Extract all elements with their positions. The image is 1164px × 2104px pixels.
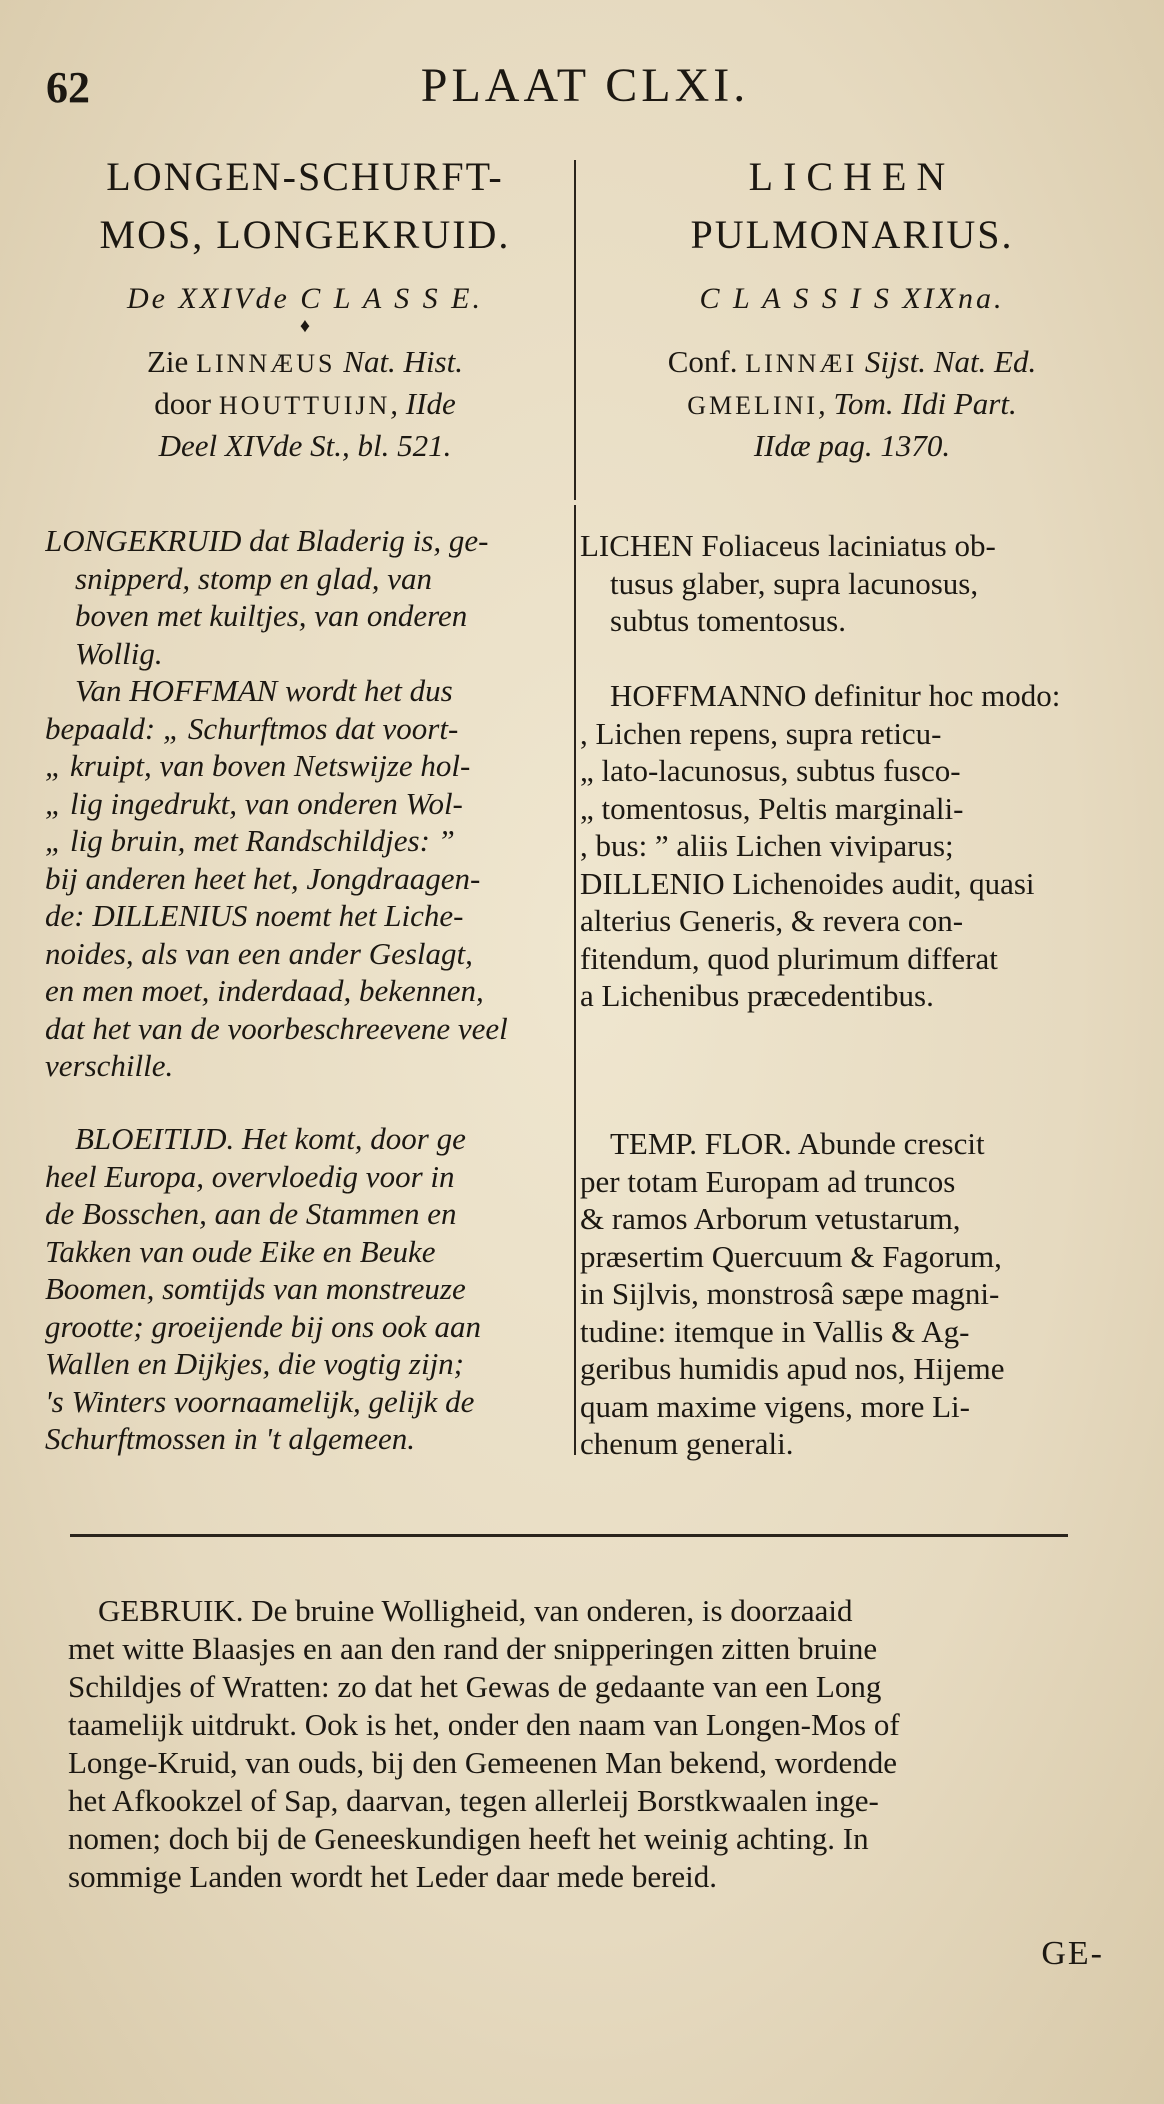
ref-author: LINNÆUS bbox=[196, 349, 336, 378]
usage-paragraph bbox=[68, 1592, 1108, 1896]
text-line: Schurftmossen in 't algemeen. bbox=[45, 1421, 415, 1456]
latin-heading bbox=[582, 148, 1122, 466]
latin-classis: C L A S S I S XIXna. bbox=[699, 282, 1005, 315]
text-line: „ lig ingedrukt, van onderen Wol- bbox=[45, 785, 463, 821]
text-line: met witte Blaasjes en aan den rand der snipperingen zitten bruine bbox=[68, 1631, 878, 1666]
text-line: 's Winters voornaamelijk, gelijk de bbox=[45, 1383, 475, 1419]
text-line: het Afkookzel of Sap, daarvan, tegen allerleij Borstkwaalen inge- bbox=[68, 1783, 879, 1818]
text-line: a Lichenibus præcedentibus. bbox=[580, 978, 934, 1013]
text-line: Boomen, somtijds van monstreuze bbox=[45, 1271, 466, 1306]
text-line: quam maxime vigens, more Li- bbox=[580, 1388, 970, 1424]
ref-text: Zie bbox=[147, 344, 197, 379]
text-line: „ kruipt, van boven Netswijze hol- bbox=[45, 748, 471, 783]
ref-work: Sijst. Nat. Ed. bbox=[857, 344, 1037, 379]
ref-part: , Tom. IIdi Part. bbox=[818, 386, 1017, 421]
text-line: subtus tomentosus. bbox=[610, 603, 846, 638]
ref-author: LINNÆI bbox=[745, 349, 858, 378]
text-line: chenum generali. bbox=[580, 1426, 794, 1461]
text-line: LICHEN Foliaceus laciniatus ob- bbox=[580, 528, 996, 563]
dutch-title-line-2: MOS, LONGEKRUID. bbox=[99, 212, 511, 257]
text-line: alterius Generis, & revera con- bbox=[580, 903, 964, 938]
ref-volume: IIdæ pag. 1370. bbox=[753, 428, 951, 463]
text-line bbox=[580, 640, 1125, 678]
text-line: fitendum, quod plurimum differat bbox=[580, 940, 998, 976]
text-line: de: DILLENIUS noemt het Liche- bbox=[45, 898, 464, 933]
text-line: grootte; groeijende bij ons ook aan bbox=[45, 1308, 481, 1344]
ref-author: HOUTTUIJN bbox=[218, 391, 391, 420]
text-line: dat het van de voorbeschreevene veel bbox=[45, 1010, 508, 1046]
text-line: taamelijk uitdrukt. Ook is het, onder den naam van Longen-Mos of bbox=[68, 1707, 900, 1742]
ref-author: GMELINI bbox=[687, 391, 819, 420]
text-line: per totam Europam ad truncos bbox=[580, 1163, 956, 1199]
page-header bbox=[40, 58, 1130, 118]
text-line: de Bosschen, aan de Stammen en bbox=[45, 1196, 457, 1231]
ref-text: Conf. bbox=[667, 344, 746, 379]
text-line: sommige Landen wordt het Leder daar mede bereid. bbox=[68, 1859, 718, 1894]
text-line: Wallen en Dijkjes, die vogtig zijn; bbox=[45, 1346, 464, 1381]
text-line: tudine: itemque in Vallis & Ag- bbox=[580, 1313, 970, 1349]
text-line: Van HOFFMAN wordt het dus bbox=[75, 673, 453, 708]
text-line: GEBRUIK. De bruine Wolligheid, van onderen, is doorzaaid bbox=[98, 1593, 853, 1628]
text-line: DILLENIO Lichenoides audit, quasi bbox=[580, 865, 1035, 901]
latin-flowering bbox=[580, 1125, 1125, 1463]
latin-title-line-2: PULMONARIUS. bbox=[690, 212, 1014, 257]
text-line: „ lato-lacunosus, subtus fusco- bbox=[580, 753, 961, 788]
spacer bbox=[582, 316, 1122, 336]
text-line: bepaald: „ Schurftmos dat voort- bbox=[45, 710, 459, 746]
dutch-flowering bbox=[45, 1120, 570, 1458]
text-line: BLOEITIJD. Het komt, door ge bbox=[75, 1121, 466, 1156]
text-line: , bus: ” aliis Lichen viviparus; bbox=[580, 828, 954, 863]
latin-description bbox=[580, 527, 1125, 1015]
text-line: verschille. bbox=[45, 1048, 174, 1083]
text-line: heel Europa, overvloedig voor in bbox=[45, 1158, 455, 1194]
ref-volume: Deel XIVde St., bl. 521. bbox=[158, 428, 452, 463]
text-line: præsertim Quercuum & Fagorum, bbox=[580, 1238, 1002, 1274]
page-number: 62 bbox=[46, 63, 90, 112]
text-line: tusus glaber, supra lacunosus, bbox=[610, 565, 979, 601]
text-line: in Sijlvis, monstrosâ sæpe magni- bbox=[580, 1276, 1000, 1311]
ref-work: Nat. Hist. bbox=[335, 344, 463, 379]
dutch-reference bbox=[40, 342, 570, 466]
text-line: snipperd, stomp en glad, van bbox=[75, 560, 433, 596]
text-line: geribus humidis apud nos, Hijeme bbox=[580, 1351, 1005, 1386]
text-line: noides, als van een ander Geslagt, bbox=[45, 935, 473, 971]
text-line: boven met kuiltjes, van onderen bbox=[75, 598, 468, 633]
text-line: Schildjes of Wratten: zo dat het Gewas de gedaante van een Long bbox=[68, 1669, 882, 1704]
section-rule bbox=[70, 1534, 1068, 1537]
dutch-heading bbox=[40, 148, 570, 466]
dutch-classe: De XXIVde C L A S S E. bbox=[127, 282, 483, 315]
column-divider-main bbox=[574, 505, 576, 1455]
dutch-title-line-1: LONGEN-SCHURFT- bbox=[106, 154, 504, 199]
text-line: , Lichen repens, supra reticu- bbox=[580, 715, 942, 751]
dutch-description bbox=[45, 522, 570, 1085]
text-line: Longe-Kruid, van ouds, bij den Gemeenen Man bekend, wordende bbox=[68, 1745, 898, 1780]
column-divider-top bbox=[574, 160, 576, 500]
ornament-icon: ♦ bbox=[299, 315, 311, 337]
plate-title: PLAAT CLXI. bbox=[420, 59, 750, 112]
latin-reference bbox=[582, 342, 1122, 466]
text-line: Wollig. bbox=[75, 635, 163, 671]
text-line: Takken van oude Eike en Beuke bbox=[45, 1233, 436, 1269]
text-line: en men moet, inderdaad, bekennen, bbox=[45, 973, 484, 1008]
text-line: & ramos Arborum vetustarum, bbox=[580, 1201, 961, 1236]
text-line: HOFFMANNO definitur hoc modo: bbox=[610, 678, 1061, 713]
text-line: „ lig bruin, met Randschildjes: ” bbox=[45, 823, 455, 858]
text-line: LONGEKRUID dat Bladerig is, ge- bbox=[45, 523, 489, 558]
text-line: „ tomentosus, Peltis marginali- bbox=[580, 790, 964, 826]
text-line: TEMP. FLOR. Abunde crescit bbox=[610, 1126, 985, 1161]
latin-title-line-1: LICHEN bbox=[748, 154, 956, 199]
ref-text: door bbox=[154, 386, 219, 421]
text-line: nomen; doch bij de Geneeskundigen heeft het weinig achting. In bbox=[68, 1821, 869, 1856]
text-line: bij anderen heet het, Jongdraagen- bbox=[45, 860, 481, 896]
ref-part: , IIde bbox=[390, 386, 456, 421]
catchword: GE- bbox=[1041, 1935, 1104, 1972]
